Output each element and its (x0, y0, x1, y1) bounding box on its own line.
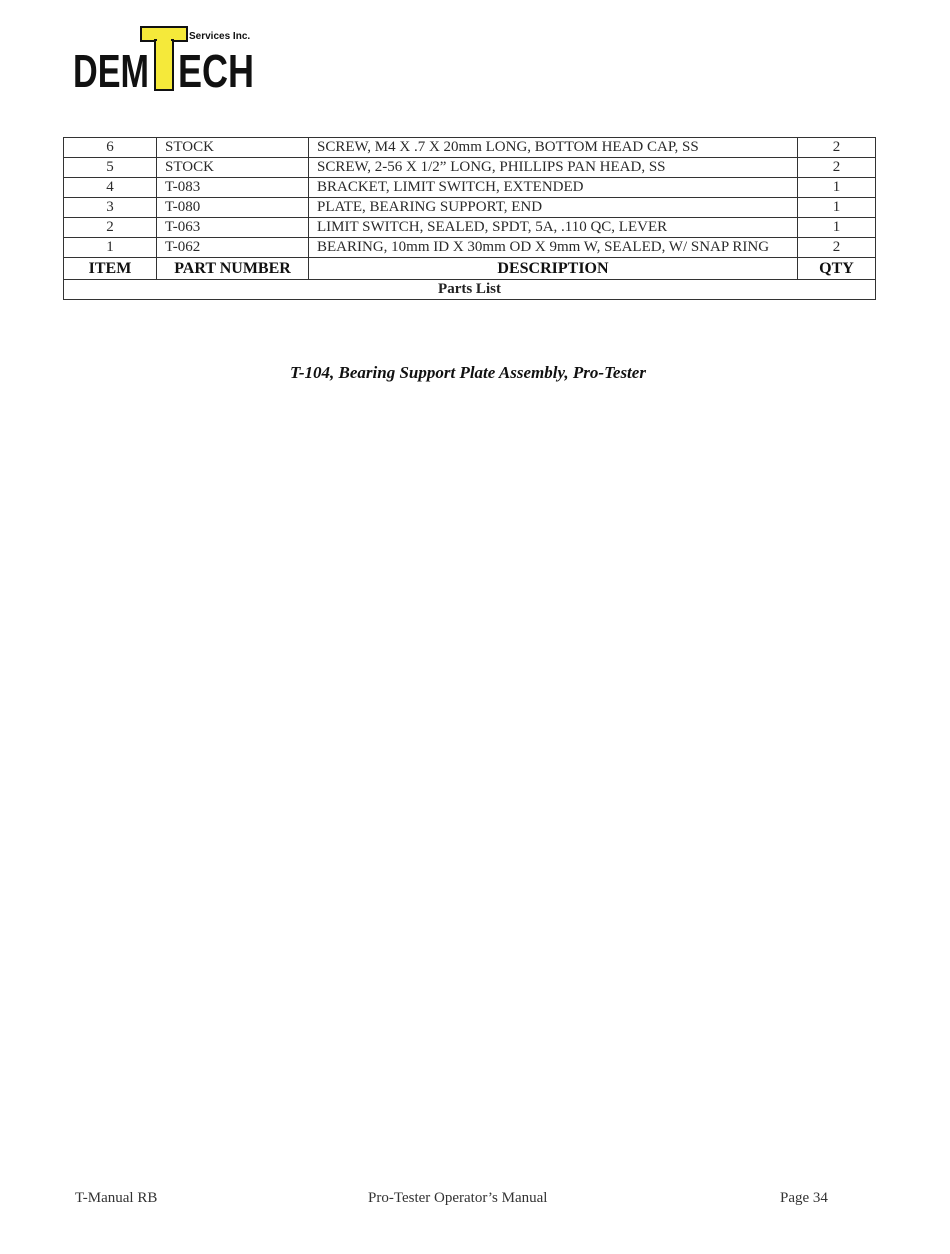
header-item: ITEM (64, 258, 157, 280)
header-qty: QTY (798, 258, 876, 280)
footer-center: Pro-Tester Operator’s Manual (368, 1190, 548, 1206)
page-number: Page 34 (780, 1190, 828, 1206)
footer-left: T-Manual RB (75, 1190, 158, 1206)
logo-wordmark-left: DEM (73, 45, 149, 97)
cell-description: PLATE, BEARING SUPPORT, END (309, 198, 798, 218)
figure-caption: T-104, Bearing Support Plate Assembly, Pro-Tester (290, 363, 646, 382)
cell-item: 6 (64, 138, 157, 158)
cell-part-number: T-083 (157, 178, 309, 198)
logo-wordmark-right: ECH (178, 45, 254, 97)
cell-qty: 2 (798, 238, 876, 258)
cell-description: BEARING, 10mm ID X 30mm OD X 9mm W, SEALED, W/ SNAP RING (309, 238, 798, 258)
table-row (64, 178, 876, 198)
logo-tagline: Services Inc. (189, 31, 251, 42)
table-row (64, 218, 876, 238)
table-header-row (64, 258, 876, 280)
header-description: DESCRIPTION (309, 258, 798, 280)
cell-description: SCREW, 2-56 X 1/2” LONG, PHILLIPS PAN HEAD, SS (309, 158, 798, 178)
cell-qty: 2 (798, 138, 876, 158)
table-caption-row (64, 280, 876, 300)
cell-description: SCREW, M4 X .7 X 20mm LONG, BOTTOM HEAD CAP, SS (309, 138, 798, 158)
cell-part-number: T-063 (157, 218, 309, 238)
cell-qty: 1 (798, 198, 876, 218)
cell-item: 4 (64, 178, 157, 198)
table-row (64, 238, 876, 258)
cell-part-number: STOCK (157, 158, 309, 178)
cell-part-number: T-080 (157, 198, 309, 218)
cell-item: 2 (64, 218, 157, 238)
table-row (64, 158, 876, 178)
cell-item: 1 (64, 238, 157, 258)
cell-item: 3 (64, 198, 157, 218)
cell-description: BRACKET, LIMIT SWITCH, EXTENDED (309, 178, 798, 198)
table-row (64, 138, 876, 158)
parts-list-table (63, 137, 876, 300)
cell-qty: 2 (798, 158, 876, 178)
cell-item: 5 (64, 158, 157, 178)
table-caption: Parts List (64, 280, 876, 300)
cell-part-number: STOCK (157, 138, 309, 158)
cell-qty: 1 (798, 178, 876, 198)
cell-qty: 1 (798, 218, 876, 238)
header-part-number: PART NUMBER (157, 258, 309, 280)
company-logo (71, 27, 261, 97)
table-row (64, 198, 876, 218)
cell-description: LIMIT SWITCH, SEALED, SPDT, 5A, .110 QC, LEVER (309, 218, 798, 238)
cell-part-number: T-062 (157, 238, 309, 258)
